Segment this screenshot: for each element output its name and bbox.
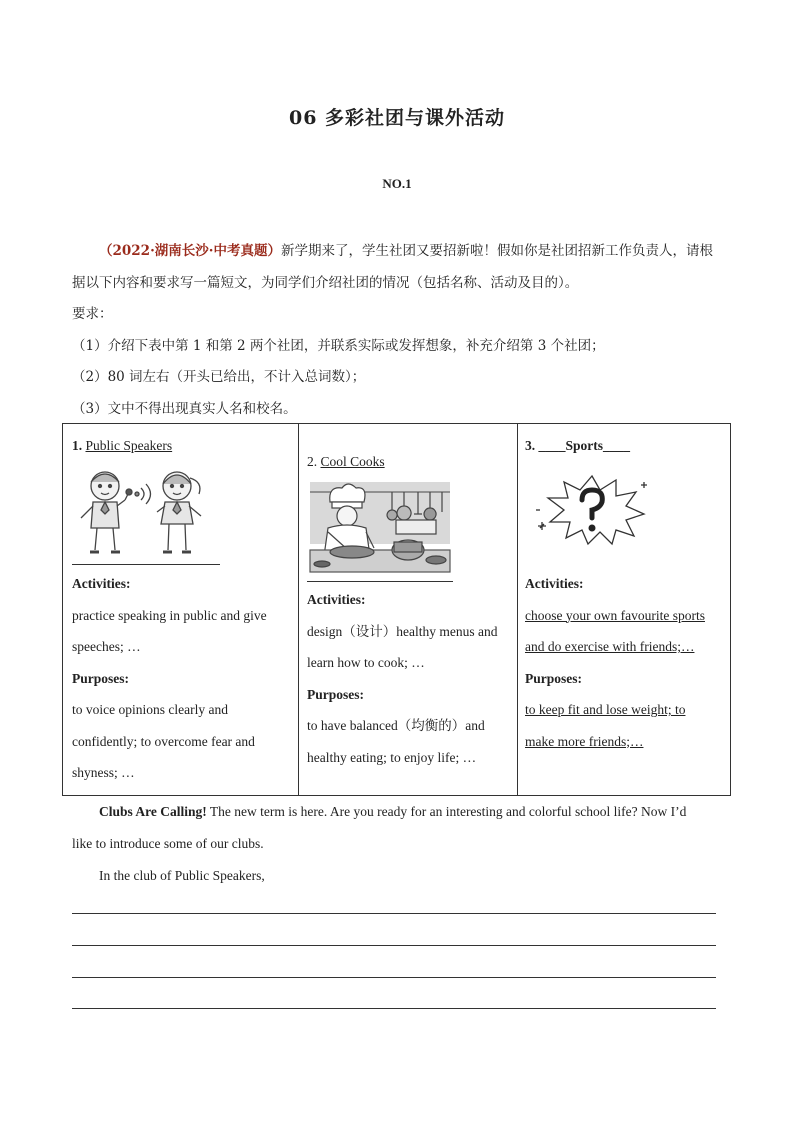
requirements-heading: 要求：	[72, 306, 113, 322]
answer-line[interactable]	[72, 1008, 716, 1009]
club-3-activities-line: choose your own favourite sports	[525, 607, 705, 623]
essay-lead	[72, 796, 724, 828]
club-1-purposes-line: to voice opinions clearly and	[72, 702, 228, 717]
club-cell-cool-cooks	[299, 424, 518, 796]
club-2-activities-label: Activities:	[307, 592, 366, 607]
essay-lead-line-2: like to introduce some of our clubs.	[72, 836, 264, 851]
club-1-purposes-line: confidently; to overcome fear and	[72, 733, 255, 749]
document-number: NO.1	[382, 176, 412, 191]
essay-start-sentence: In the club of Public Speakers,	[99, 868, 265, 883]
prompt-intro-line-2: 据以下内容和要求写一篇短文，为同学们介绍社团的情况（包括名称、活动及目的）。	[72, 274, 579, 291]
club-2-purposes-line: to have balanced（均衡的）and	[307, 718, 485, 733]
requirement-2: （2）80 词左右（开头已给出，不计入总词数）；	[72, 369, 366, 385]
essay-lead-title: Clubs Are Calling!	[99, 804, 207, 819]
answer-line[interactable]	[72, 977, 716, 978]
club-3-blank: ____	[603, 438, 631, 453]
club-cell-public-speakers	[63, 424, 299, 796]
club-3-purposes-line: to keep fit and lose weight; to	[525, 702, 686, 717]
club-3-details	[525, 568, 729, 757]
club-1-name: Public Speakers	[85, 438, 173, 453]
club-1-purposes-line: shyness; …	[72, 765, 135, 780]
club-2-activities-line: learn how to cook; …	[307, 655, 425, 670]
club-3-title	[525, 438, 630, 454]
club-1-title	[72, 438, 172, 454]
club-2-activities-line: design（设计）healthy menus and	[307, 623, 498, 639]
essay-opening	[72, 796, 724, 892]
club-3-number: 3.	[525, 438, 536, 453]
prompt-intro-line-1: 新学期来了，学生社团又要招新啦！假如你是社团招新工作负责人，请根	[280, 243, 713, 259]
club-2-purposes-line: healthy eating; to enjoy life; …	[307, 749, 477, 765]
answer-line[interactable]	[72, 945, 716, 946]
club-3-activities-label: Activities:	[525, 576, 584, 591]
club-cell-sports	[518, 424, 731, 796]
page-title: 06 多彩社团与课外活动	[288, 107, 506, 129]
club-3-purposes-label: Purposes:	[525, 670, 582, 686]
club-table	[62, 423, 731, 796]
chef-cooking-icon	[308, 480, 452, 578]
club-1-details	[72, 568, 294, 789]
answer-line[interactable]	[72, 913, 716, 914]
club-3-blank: ____	[538, 438, 566, 453]
two-kids-speaking-icon	[73, 464, 213, 560]
writing-prompt	[72, 236, 724, 425]
club-2-details	[307, 584, 513, 773]
prompt-intro	[72, 236, 724, 268]
question-mark-burst-icon	[532, 472, 652, 548]
club-1-activities-line: practice speaking in public and give	[72, 607, 267, 623]
requirement-3: （3）文中不得出现真实人名和校名。	[72, 400, 297, 417]
image-underline	[72, 564, 220, 565]
club-2-name: Cool Cooks	[320, 454, 385, 469]
club-3-purposes-line: make more friends;…	[525, 733, 644, 749]
club-2-purposes-label: Purposes:	[307, 686, 364, 702]
club-2-title	[307, 454, 385, 470]
club-2-number: 2.	[307, 454, 318, 469]
image-underline	[307, 581, 453, 582]
exam-source: （2022·湖南长沙·中考真题）	[99, 243, 281, 259]
essay-lead-line-1: The new term is here. Are you ready for an interesting and colorful school life? Now I’d	[206, 804, 687, 819]
club-1-purposes-label: Purposes:	[72, 670, 129, 686]
club-1-number: 1.	[72, 438, 83, 453]
club-3-activities-line: and do exercise with friends;…	[525, 639, 695, 654]
requirement-1: （1）介绍下表中第 1 和第 2 两个社团，并联系实际或发挥想象，补充介绍第 3 个社团；	[72, 337, 605, 354]
club-3-name: Sports	[565, 438, 604, 453]
club-1-activities-line: speeches; …	[72, 639, 141, 654]
club-1-activities-label: Activities:	[72, 576, 131, 591]
